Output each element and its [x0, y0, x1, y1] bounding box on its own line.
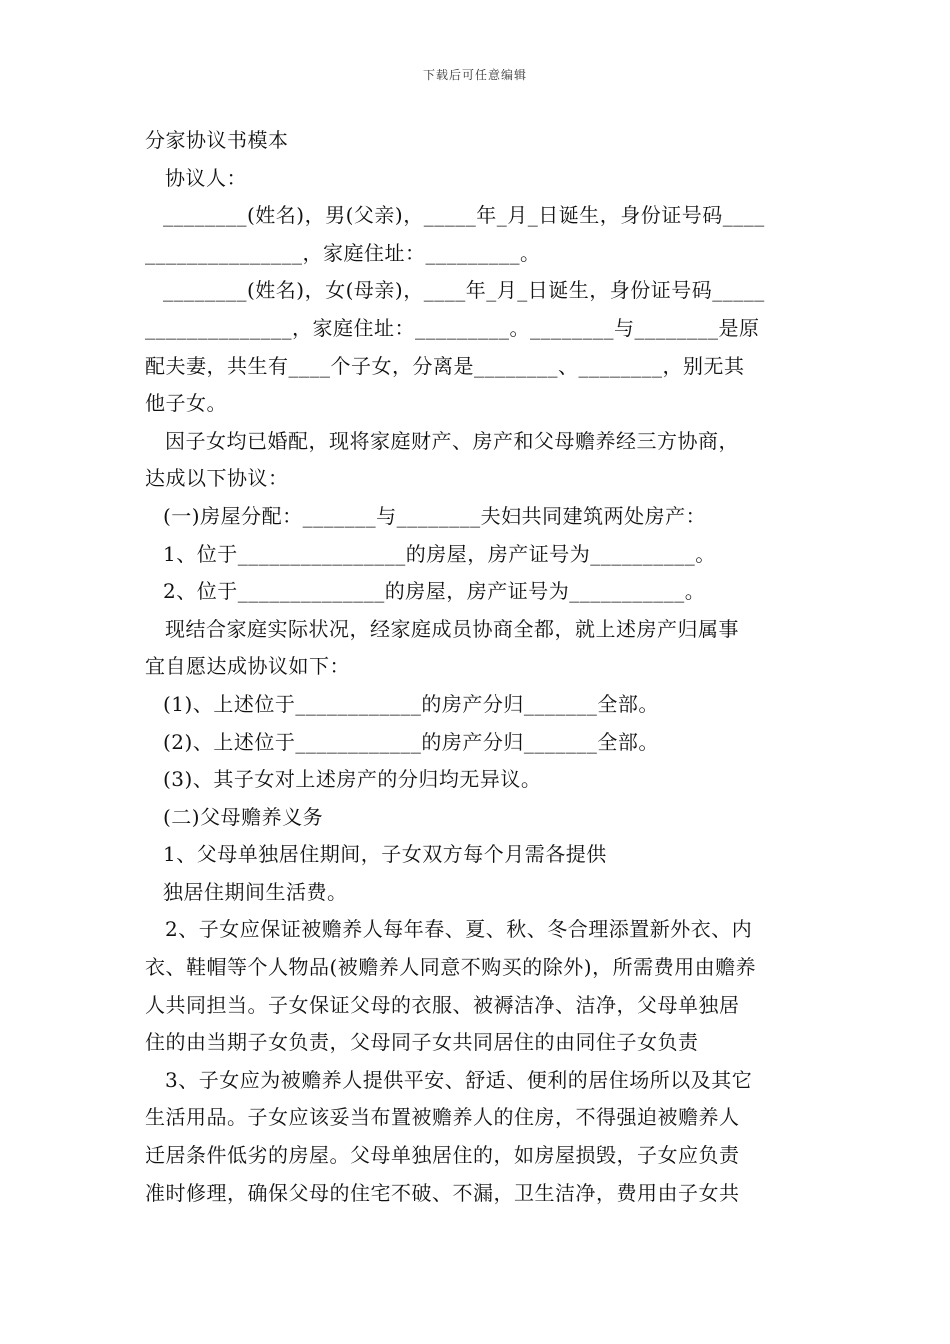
text-line: (1)、上述位于____________的房产分归_______全部。: [163, 691, 659, 716]
text-line: 2、子女应保证被赡养人每年春、夏、秋、冬合理添置新外衣、内: [165, 917, 753, 942]
text-line: 生活用品。子女应该妥当布置被赡养人的住房，不得强迫被赡养人: [145, 1105, 740, 1130]
text-line: (2)、上述位于____________的房产分归_______全部。: [163, 729, 659, 754]
document-body: [145, 122, 810, 1212]
text-line: 衣、鞋帽等个人物品(被赡养人同意不购买的除外)，所需费用由赡养: [145, 955, 757, 980]
text-line: (3)、其子女对上述房产的分归均无异议。: [163, 767, 542, 792]
text-line: 3、子女应为被赡养人提供平安、舒适、便利的居住场所以及其它: [165, 1067, 753, 1092]
text-line: 1、父母单独居住期间，子女双方每个月需各提供: [163, 842, 607, 867]
text-line: 住的由当期子女负责，父母同子女共同居住的由同住子女负责: [145, 1030, 699, 1055]
text-line: 人共同担当。子女保证父母的衣服、被褥洁净、洁净，父母单独居: [145, 992, 740, 1017]
text-line: ______________，家庭住址：_________。________与________是原: [145, 315, 760, 340]
section-heading: (一)房屋分配：_______与________夫妇共同建筑两处房产：: [163, 503, 707, 528]
document-title: 分家协议书模本: [145, 128, 289, 152]
text-line: 因子女均已婚配，现将家庭财产、房产和父母赡养经三方协商，: [165, 428, 739, 453]
text-line: 现结合家庭实际状况，经家庭成员协商全都，就上述房产归属事: [165, 616, 739, 641]
page-header: 下载后可任意编辑: [422, 68, 527, 82]
text-line: 迁居条件低劣的房屋。父母单独居住的，如房屋损毁，子女应负责: [145, 1143, 740, 1168]
section-heading: (二)父母赡养义务: [163, 804, 324, 829]
text-line: 2、位于______________的房屋，房产证号为___________。: [163, 579, 706, 604]
text-line: 达成以下协议：: [145, 466, 289, 491]
text-line: 准时修理，确保父母的住宅不破、不漏，卫生洁净，费用由子女共: [145, 1180, 740, 1205]
text-line: 配夫妻，共生有____个子女，分离是________、________，别无其: [145, 353, 745, 378]
text-line: 独居住期间生活费。: [163, 879, 348, 904]
text-line: ________(姓名)，男(父亲)，_____年_月_日诞生，身份证号码____: [163, 203, 765, 228]
text-line: 1、位于________________的房屋，房产证号为__________。: [163, 541, 716, 566]
text-line: _______________，家庭住址：_________。: [145, 240, 541, 265]
text-line: ________(姓名)，女(母亲)，____年_月_日诞生，身份证号码_____: [163, 278, 765, 303]
text-line: 宜自愿达成协议如下：: [145, 654, 350, 679]
text-line: 协议人：: [165, 165, 247, 190]
text-line: 他子女。: [145, 391, 227, 416]
